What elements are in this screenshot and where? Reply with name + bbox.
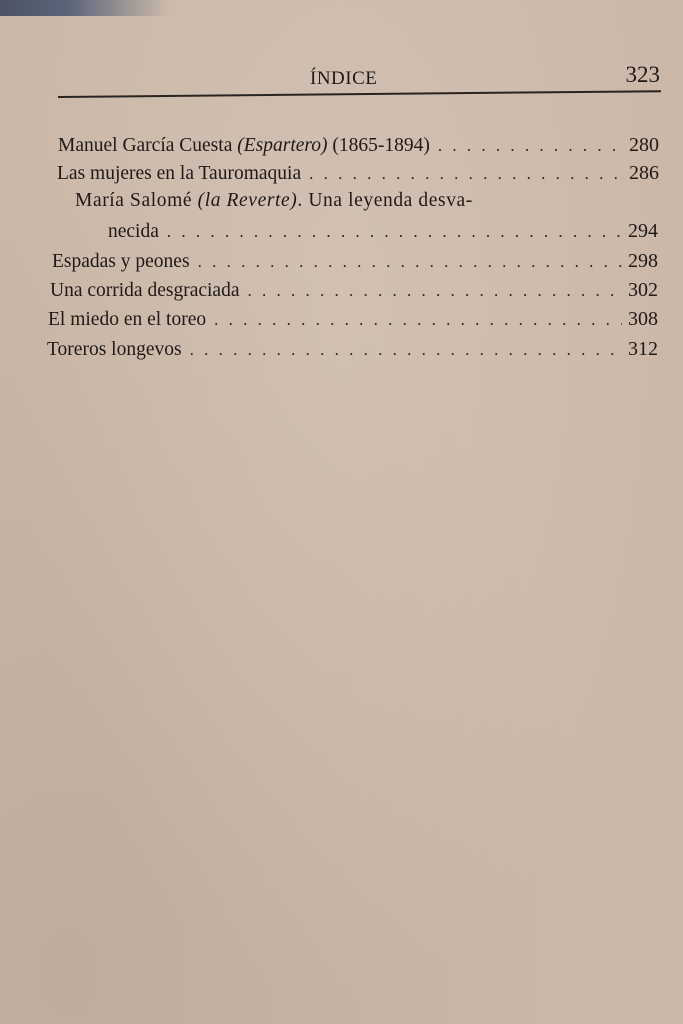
dot-leader <box>247 281 622 301</box>
toc-entry-page: 294 <box>628 220 658 242</box>
toc-entry-title: El miedo en el toreo <box>48 309 207 330</box>
toc-entry <box>50 279 658 302</box>
toc-entry-title: necida <box>108 221 159 242</box>
toc-entry <box>108 220 658 243</box>
dot-leader <box>309 164 623 184</box>
toc-entry <box>52 250 658 273</box>
dot-leader <box>167 222 622 242</box>
toc-entry <box>58 134 659 157</box>
toc-entry <box>48 308 658 331</box>
page-number: 323 <box>625 62 660 87</box>
dot-leader <box>198 252 622 272</box>
running-head <box>60 62 660 94</box>
toc-entry-page: 312 <box>628 338 658 360</box>
toc-entry-title: Espadas y peones <box>52 251 190 272</box>
dot-leader <box>214 310 622 330</box>
toc-entry-page: 302 <box>628 279 658 301</box>
dot-leader <box>438 136 623 156</box>
dot-leader <box>190 340 622 360</box>
running-title: ÍNDICE <box>310 68 378 89</box>
toc-entry-title: Las mujeres en la Tauromaquia <box>57 163 302 184</box>
toc-entry-title: María Salomé (la Reverte). Una leyenda desva- <box>75 190 473 211</box>
toc-entry-page: 280 <box>629 134 659 156</box>
toc-entry <box>47 338 658 361</box>
toc-entry-page: 286 <box>629 162 659 184</box>
toc-entry-page: 308 <box>628 308 658 330</box>
toc-entry <box>57 162 659 185</box>
toc-entry-title: Manuel García Cuesta (Espartero) (1865-1894) <box>58 135 430 156</box>
toc-entry-title: Toreros longevos <box>47 339 182 360</box>
toc-entry <box>75 190 595 212</box>
toc-entry-title: Una corrida desgraciada <box>50 280 240 301</box>
toc-entry-page: 298 <box>628 250 658 272</box>
